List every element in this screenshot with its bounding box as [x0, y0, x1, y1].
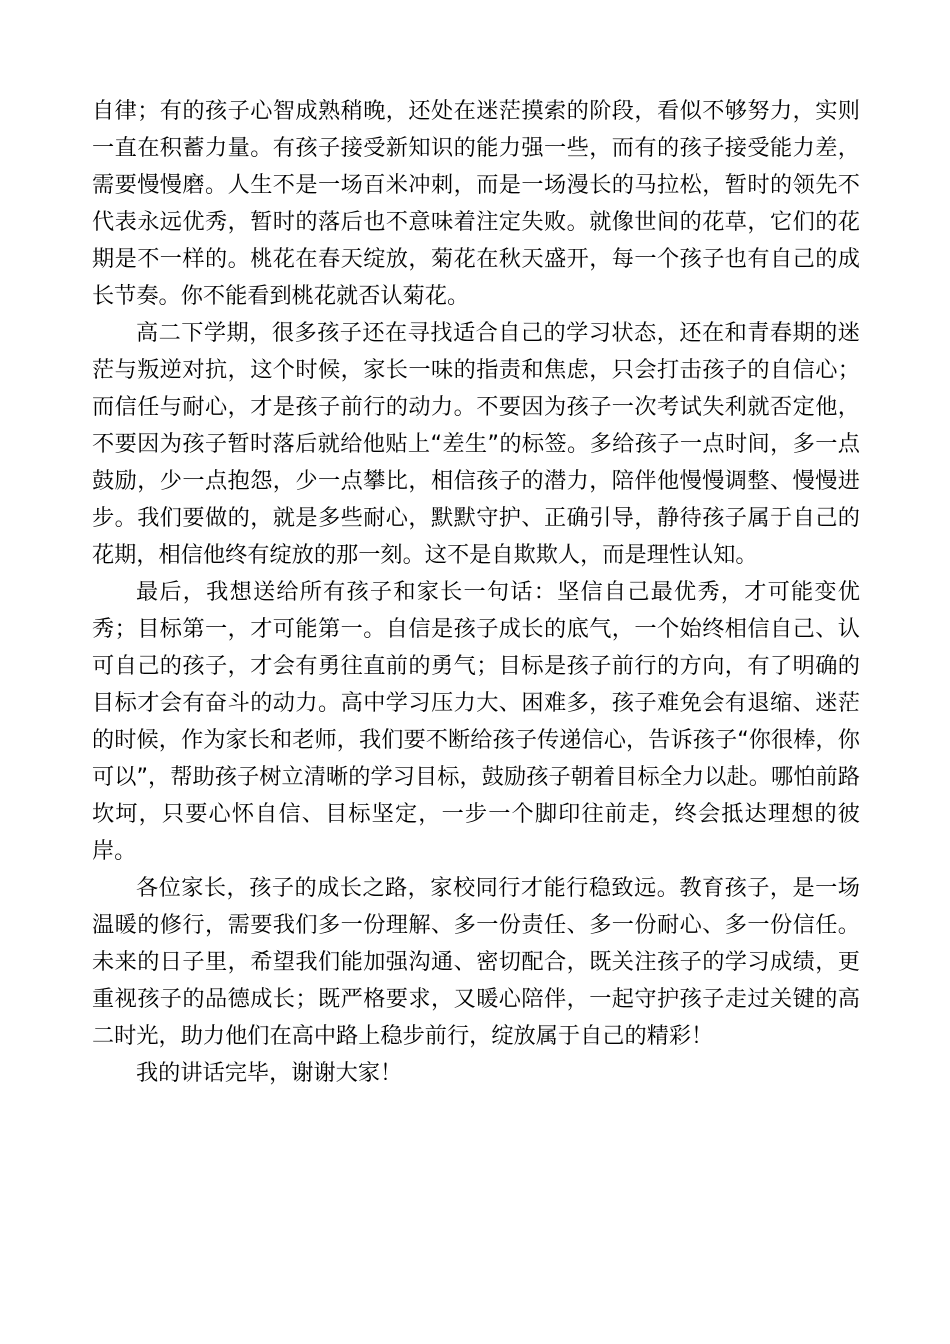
paragraph-home-school: 各位家长，孩子的成长之路，家校同行才能行稳致远。教育孩子，是一场温暖的修行，需要我们多一份理解、多一份责任、多一份耐心、多一份信任。未来的日子里，希望我们能加强沟通、密切配合，既关注孩子的学习成绩，更重视孩子的品德成长；既严格要求，又暖心陪伴，一起守护孩子走过关键的高二时光，助力他们在高中路上稳步前行，绽放属于自己的精彩！ — [92, 875, 860, 1049]
paragraph-second-semester: 高二下学期，很多孩子还在寻找适合自己的学习状态，还在和青春期的迷茫与叛逆对抗，这个时候，家长一味的指责和焦虑，只会打击孩子的自信心；而信任与耐心，才是孩子前行的动力。不要因为孩子一次考试失利就否定他，不要因为孩子暂时落后就给他贴上“差生”的标签。多给孩子一点时间，多一点鼓励，少一点抱怨，少一点攀比，相信孩子的潜力，陪伴他慢慢调整、慢慢进步。我们要做的，就是多些耐心，默默守护、正确引导，静待孩子属于自己的花期，相信他终有绽放的那一刻。这不是自欺欺人，而是理性认知。 — [92, 320, 860, 568]
paragraph-continuation: 自律；有的孩子心智成熟稍晚，还处在迷茫摸索的阶段，看似不够努力，实则一直在积蓄力量。有孩子接受新知识的能力强一些，而有的孩子接受能力差，需要慢慢磨。人生不是一场百米冲刺，而是一场漫长的马拉松，暂时的领先不代表永远优秀，暂时的落后也不意味着注定失败。就像世间的花草，它们的花期是不一样的。桃花在春天绽放，菊花在秋天盛开，每一个孩子也有自己的成长节奏。你不能看到桃花就否认菊花。 — [92, 98, 860, 309]
paragraph-confidence-goals: 最后，我想送给所有孩子和家长一句话：坚信自己最优秀，才可能变优秀；目标第一，才可能第一。自信是孩子成长的底气，一个始终相信自己、认可自己的孩子，才会有勇往直前的勇气；目标是孩子前行的方向，有了明确的目标才会有奋斗的动力。高中学习压力大、困难多，孩子难免会有退缩、迷茫的时候，作为家长和老师，我们要不断给孩子传递信心，告诉孩子“你很棒，你可以”，帮助孩子树立清晰的学习目标，鼓励孩子朝着目标全力以赴。哪怕前路坎坷，只要心怀自信、目标坚定，一步一个脚印往前走，终会抵达理想的彼岸。 — [92, 579, 860, 864]
paragraph-closing: 我的讲话完毕，谢谢大家！ — [136, 1060, 403, 1086]
speech-body — [92, 93, 860, 1092]
